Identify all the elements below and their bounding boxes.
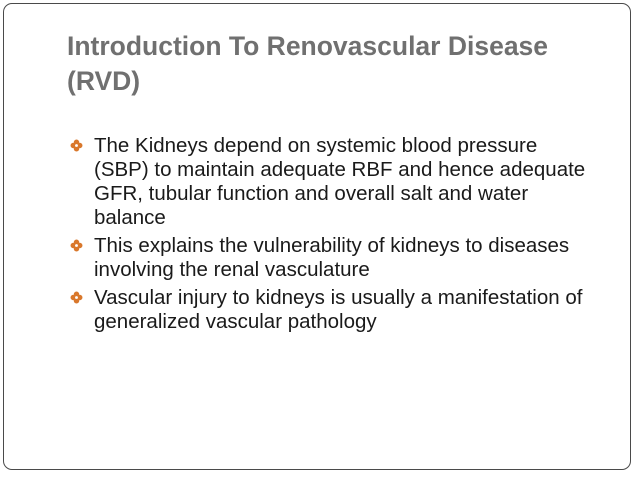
bullet-text: This explains the vulnerability of kidneys to diseases involving the renal vasculature — [94, 234, 570, 281]
bullet-text: Vascular injury to kidneys is usually a manifestation of generalized vascular pathology — [94, 286, 583, 333]
flower-bullet-icon — [70, 291, 83, 304]
slide-frame — [3, 3, 631, 470]
bullet-list — [67, 134, 587, 338]
bullet-text: The Kidneys depend on systemic blood pressure (SBP) to maintain adequate RBF and hence adequate GFR, tubular function and overall salt and water balance — [94, 134, 586, 229]
bullet-item — [67, 286, 587, 334]
bullet-item — [67, 134, 587, 230]
flower-bullet-icon — [70, 239, 83, 252]
bullet-item — [67, 234, 587, 282]
flower-bullet-icon — [70, 139, 83, 152]
slide-title: Introduction To Renovascular Disease (RVD) — [67, 31, 549, 96]
